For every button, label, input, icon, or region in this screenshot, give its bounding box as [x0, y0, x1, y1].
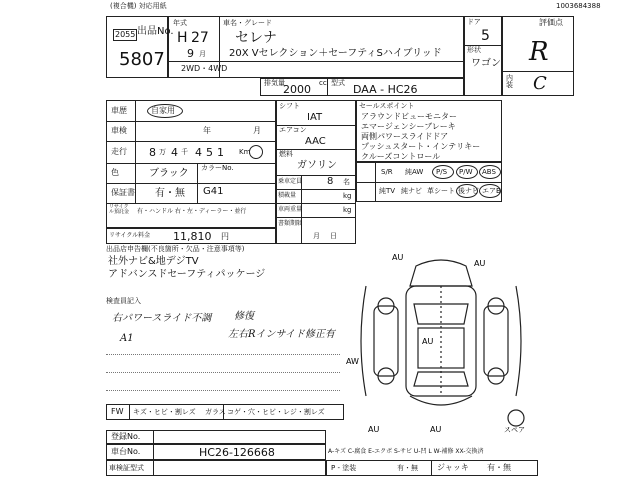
reg-row	[106, 430, 326, 444]
year-era: H	[177, 30, 188, 46]
interior-label: 内装	[506, 74, 513, 89]
paint-legend-value: 有・無	[397, 464, 418, 472]
mileage-sen: 4	[171, 146, 178, 159]
year-label: 年式	[173, 19, 187, 27]
score-box	[502, 16, 574, 96]
equip-airbag: エアB	[482, 187, 501, 195]
inspection-note-right: 左右Rインサイド修正有	[228, 329, 335, 340]
selling-point-item: エマージェンシーブレーキ	[361, 122, 456, 131]
car-front-hood	[410, 260, 472, 286]
equipment-grid	[356, 162, 502, 202]
equip-sr: S/R	[381, 168, 393, 176]
car-left-side	[374, 306, 398, 376]
equip-aw: 純AW	[405, 168, 424, 176]
inspection-year-unit: 年	[203, 126, 211, 135]
selling-points-box	[356, 100, 502, 162]
displacement-label: 排気量	[264, 79, 285, 87]
model-label: 型式	[331, 79, 345, 87]
lot-box	[106, 16, 174, 78]
selling-point-item: クルーズコントロール	[361, 152, 441, 161]
load-label: 積載量	[278, 192, 297, 199]
color-value: ブラック	[149, 168, 189, 179]
glass-items: コゲ・穴・ヒビ・レジ・割レズ	[227, 408, 325, 416]
spec-table	[106, 100, 276, 228]
damage-mark: AU	[422, 337, 434, 346]
mileage-man-unit: 万	[159, 148, 166, 156]
recycle-deposit-label: リサイクル預託金	[109, 204, 130, 215]
notes-title: 出品店申告欄(不良箇所・欠品・注意事項等)	[106, 245, 245, 253]
recycle-fee-row	[106, 228, 276, 244]
selling-points-label: セールスポイント	[359, 102, 415, 110]
jack-label: ジャッキ	[437, 463, 469, 472]
door-body-box	[464, 16, 502, 96]
vehicle-name: セレナ	[235, 30, 277, 46]
paint-legend: P - 塗装	[331, 464, 357, 472]
reg-label: 登録No.	[111, 432, 141, 441]
weight-label: 車両重量	[278, 206, 303, 213]
chassis-label: 車台No.	[111, 447, 141, 456]
equip-abs: ABS	[482, 168, 496, 176]
notes-line: 社外ナビ&地デジTV	[108, 256, 199, 267]
inspection-notes-title: 検査員記入	[106, 297, 141, 305]
capacity-unit: 名	[343, 178, 350, 186]
car-left-curve	[361, 286, 366, 396]
recycle-options: 有・ハンドル 右・左・ディーラー・並行	[137, 208, 247, 215]
displacement-value: 2000	[283, 83, 311, 96]
score-value: R	[529, 37, 549, 67]
car-rear-window	[414, 372, 468, 386]
color-no-value: G41	[203, 186, 224, 197]
selling-point-item: 両側パワースライドドア	[361, 132, 449, 141]
spare-label: スペア	[504, 426, 525, 434]
equip-navi: 純ナビ	[401, 187, 422, 195]
equip-rear-navi: 後ナビ	[458, 187, 479, 195]
damage-mark: AW	[346, 357, 359, 366]
damage-mark: AU	[430, 425, 442, 434]
mileage-label: 走行	[111, 147, 127, 156]
inspection-month-unit: 月	[253, 126, 261, 135]
load-unit: kg	[343, 192, 352, 200]
ac-label: エアコン	[279, 126, 307, 134]
recycle-fee-value: 11,810	[173, 230, 212, 243]
spare-tire-icon	[508, 410, 524, 426]
warranty-label: 保証書	[111, 188, 135, 197]
fw-items: キズ・ヒビ・割レズ	[133, 408, 196, 416]
mileage-rest: 451	[195, 146, 228, 159]
month-value: 9	[187, 47, 194, 60]
mileage-sen-unit: 千	[181, 148, 188, 156]
doc-expiry-unit: 月日	[313, 232, 347, 240]
jack-value: 有・無	[487, 463, 511, 472]
equip-leather: 革シート	[427, 187, 455, 195]
history-value: 自家用	[151, 106, 175, 115]
drive-type: 2WD・4WD	[181, 64, 228, 73]
chassis-row	[106, 444, 326, 460]
cert-label: 車検証型式	[109, 464, 144, 472]
mechanics-table	[276, 100, 356, 244]
weight-unit: kg	[343, 206, 352, 214]
inspection-note-left: 右パワースライド不調	[112, 313, 212, 324]
inspection-note-left: A1	[120, 333, 134, 344]
shift-label: シフト	[279, 102, 300, 110]
vehicle-grade: 20X Vセレクション＋セーフティSハイブリッド	[229, 48, 442, 59]
month-unit: 月	[199, 50, 206, 58]
selling-point-item: プッシュスタート・インテリキー	[361, 142, 481, 151]
inspection-note-right: 修復	[234, 311, 254, 322]
capacity-value: 8	[327, 176, 334, 187]
body-value: ワゴン	[471, 58, 501, 69]
warranty-value: 有・無	[155, 188, 185, 199]
lot-number: 5807	[119, 49, 165, 70]
displacement-row	[260, 78, 464, 96]
color-label: 色	[111, 168, 119, 177]
legend-row	[326, 460, 538, 476]
model-value: DAA - HC26	[353, 83, 418, 96]
lot-sub-number: 2055	[115, 30, 136, 39]
fw-label: FW	[111, 407, 124, 416]
notes-line: アドバンスドセーフティパッケージ	[108, 269, 266, 280]
damage-mark: AU	[392, 253, 404, 262]
body-label: 形状	[467, 46, 481, 54]
car-damage-diagram	[346, 246, 536, 436]
doc-expiry-label: 書類期限	[278, 220, 303, 227]
mileage-unit: Km	[239, 148, 251, 156]
car-rear-bumper	[410, 396, 472, 405]
fw-row	[106, 404, 344, 420]
selling-point-item: アラウンドビューモニター	[361, 112, 457, 121]
recycle-fee-unit: 円	[221, 232, 229, 241]
damage-legend: A-キズ C-腐食 E-エクボ S-サビ U-凹 L W-補修 XX-交換済	[328, 448, 484, 455]
recycle-fee-label: リサイクル料金	[109, 232, 151, 239]
mileage-man: 8	[149, 146, 156, 159]
inspection-label: 車検	[111, 126, 127, 135]
color-no-label: カラーNo.	[201, 164, 234, 172]
capacity-label: 乗車定員	[278, 178, 303, 185]
ac-value: AAC	[305, 136, 326, 147]
cert-row	[106, 460, 326, 476]
damage-mark: AU	[474, 259, 486, 268]
lot-label: 出品No.	[137, 26, 174, 37]
doors-value: 5	[481, 28, 490, 44]
glass-label: ガラス	[205, 408, 226, 416]
damage-mark: AU	[368, 425, 380, 434]
chassis-value: HC26-126668	[199, 446, 275, 459]
history-label: 車歴	[111, 106, 127, 115]
name-label: 車名・グレード	[223, 19, 272, 27]
shift-value: IAT	[307, 112, 323, 123]
top-serial-number: 1003684388	[556, 2, 601, 10]
equip-pw: P/W	[459, 168, 473, 176]
year-value: 27	[191, 30, 209, 46]
vehicle-header	[168, 16, 464, 78]
displacement-unit: cc	[319, 79, 327, 87]
fuel-label: 燃料	[279, 150, 293, 158]
interior-value: C	[533, 73, 547, 94]
equip-ps: P/S	[436, 168, 448, 176]
fuel-value: ガソリン	[297, 160, 337, 171]
top-form-caption: (複合機) 対応用紙	[110, 2, 167, 10]
car-right-side	[484, 306, 508, 376]
score-label: 評価点	[539, 18, 563, 27]
car-right-curve	[516, 286, 521, 396]
equip-tv: 純TV	[379, 187, 396, 195]
doors-label: ドア	[467, 18, 481, 26]
